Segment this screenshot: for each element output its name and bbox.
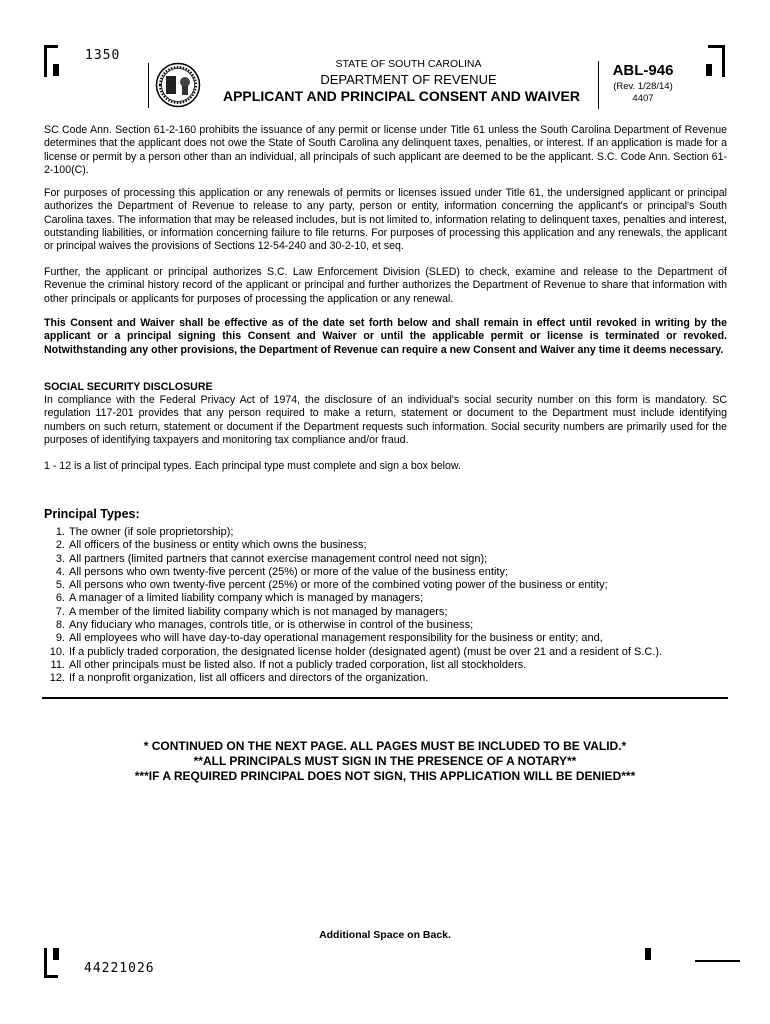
form-id: ABL-946 <box>612 62 674 79</box>
warning-denied: ***IF A REQUIRED PRINCIPAL DOES NOT SIGN, THIS APPLICATION WILL BE DENIED*** <box>134 769 636 783</box>
form-number-top: 1350 <box>85 48 121 63</box>
list-item-text: All employees who will have day-to-day operational management responsibility for the business or entity; and, <box>69 632 603 645</box>
principal-types-heading: Principal Types: <box>44 507 140 521</box>
list-item <box>44 539 734 552</box>
list-item <box>44 592 734 605</box>
form-number-bottom: 44221026 <box>84 961 155 976</box>
additional-space-note: Additional Space on Back. <box>319 929 451 941</box>
list-item <box>44 526 734 539</box>
list-item <box>44 566 734 579</box>
list-item-text: All officers of the business or entity which owns the business; <box>69 539 367 552</box>
list-item-text: All other principals must be listed also. If not a publicly traded corporation, list all stockholders. <box>69 658 527 671</box>
list-item <box>44 619 734 632</box>
form-id-box-border <box>598 61 599 109</box>
paragraph-release-authorization: For purposes of processing this application or any renewals of permits or licenses issued under Title 61, the undersigned applicant or principal authorizes the Department of Revenue to release to any party, person or entity, information concerning the applicant's or principal's South Carolina taxes. The information that may be released includes, but is not limited to, information relating to delinquent taxes, penalties and interest, outstanding liabilities, or information concerning failure to file returns. For purposes of processing this application and any renewals, the applicant or principal waives the provisions of Sections 12-54-240 and 30-2-10, et seq. <box>44 187 727 253</box>
list-item <box>44 632 734 645</box>
corner-mark-bottom-right-block <box>645 948 651 960</box>
list-item <box>44 646 734 659</box>
list-item <box>44 672 734 685</box>
corner-mark-top-left-block <box>53 64 59 76</box>
list-item-number: 1. <box>55 526 65 538</box>
paragraph-legal-code: SC Code Ann. Section 61-2-160 prohibits the issuance of any permit or license under Title 61 unless the South Carolina Department of Revenue determines that the applicant does not owe the State of South Carolina any delinquent taxes, penalties, or interest. If an application is made for a license or permit by a person other than an individual, all principals of such applicant are deemed to be the applicant. S.C. Code Ann. Section 61-2-100(C). <box>44 124 727 176</box>
list-item-text: All partners (limited partners that cannot exercise management control need not sign); <box>69 552 488 565</box>
corner-mark-bottom-right-line <box>695 960 740 962</box>
warning-continued: * CONTINUED ON THE NEXT PAGE. ALL PAGES MUST BE INCLUDED TO BE VALID.* <box>143 739 627 753</box>
ssn-disclosure-text: In compliance with the Federal Privacy Act of 1974, the disclosure of an individual's social security number on this form is mandatory. SC regulation 117-201 provides that any person required to make a return, statement or document to the Department must include identifying numbers on such return, statement or document if the Department requests such information. Social security numbers are primarily used for the purposes of identifying taxpayers and monitoring tax compliance and/or fraud. <box>44 394 727 446</box>
header-left-border <box>148 63 149 108</box>
list-item-number: 4. <box>55 565 65 578</box>
list-item-text: The owner (if sole proprietorship); <box>69 526 234 538</box>
list-item <box>44 606 734 619</box>
section-divider <box>42 697 728 699</box>
list-item-text: A member of the limited liability company which is not managed by managers; <box>69 605 448 618</box>
warning-notary: **ALL PRINCIPALS MUST SIGN IN THE PRESENCE OF A NOTARY** <box>193 754 577 768</box>
list-item-number: 2. <box>55 539 65 552</box>
list-item-text: If a publicly traded corporation, the designated license holder (designated agent) (must be over 21 and a resident of S.C.). <box>69 645 663 658</box>
page-title: APPLICANT AND PRINCIPAL CONSENT AND WAIVER <box>222 88 580 104</box>
form-code: 4407 <box>632 93 654 104</box>
list-item <box>44 579 734 592</box>
corner-mark-bottom-left-block <box>53 948 59 960</box>
list-item-number: 11. <box>50 658 65 671</box>
list-item-text: All persons who own twenty-five percent (25%) or more of the value of the business entity; <box>69 565 508 578</box>
list-item-text: Any fiduciary who manages, controls title, or is otherwise in control of the business; <box>69 619 474 632</box>
corner-mark-top-right-horizontal <box>708 45 725 48</box>
state-seal-icon <box>155 62 201 108</box>
corner-mark-top-right-block <box>706 64 712 76</box>
list-item <box>44 659 734 672</box>
list-item-number: 8. <box>55 619 65 632</box>
list-item-text: All persons who own twenty-five percent (25%) or more of the combined voting power of the business or entity; <box>69 579 608 592</box>
list-item-number: 12. <box>49 672 65 685</box>
list-item-text: If a nonprofit organization, list all officers and directors of the organization. <box>69 672 429 685</box>
header-state: STATE OF SOUTH CAROLINA <box>335 58 482 70</box>
list-item-number: 9. <box>55 632 65 645</box>
list-item-number: 10. <box>49 645 65 658</box>
paragraph-effective-consent: This Consent and Waiver shall be effective as of the date set forth below and shall remain in effect until revoked in writing by the applicant or a principal signing this Consent and Waiver or until the applicable permit or license is terminated or revoked. Notwithstanding any other provisions, the Department of Revenue can require a new Consent and Waiver any time it deems necessary. <box>44 317 727 356</box>
corner-mark-bottom-left-horizontal <box>44 975 58 978</box>
list-item-number: 5. <box>55 579 65 592</box>
list-item-number: 7. <box>55 605 65 618</box>
corner-mark-top-right-vertical <box>722 45 725 77</box>
form-revision: (Rev. 1/28/14) <box>613 81 673 92</box>
header-department: DEPARTMENT OF REVENUE <box>320 72 497 87</box>
corner-mark-top-left-vertical <box>44 45 47 77</box>
corner-mark-top-left-horizontal <box>44 45 58 48</box>
corner-mark-bottom-left-vertical <box>44 948 47 978</box>
principal-types-list <box>44 526 734 686</box>
list-item <box>44 553 734 566</box>
principal-list-intro: 1 - 12 is a list of principal types. Each principal type must complete and sign a box below. <box>44 460 461 472</box>
ssn-heading: SOCIAL SECURITY DISCLOSURE <box>44 381 213 393</box>
list-item-number: 3. <box>55 552 65 565</box>
paragraph-sled-authorization: Further, the applicant or principal authorizes S.C. Law Enforcement Division (SLED) to check, examine and release to the Department of Revenue the criminal history record of the applicant or principal and further authorizes the Department of Revenue to share that information with other principals or applicants for purposes of processing the application or any renewal. <box>44 266 727 305</box>
list-item-text: A manager of a limited liability company which is managed by managers; <box>69 592 424 605</box>
list-item-number: 6. <box>55 592 65 605</box>
